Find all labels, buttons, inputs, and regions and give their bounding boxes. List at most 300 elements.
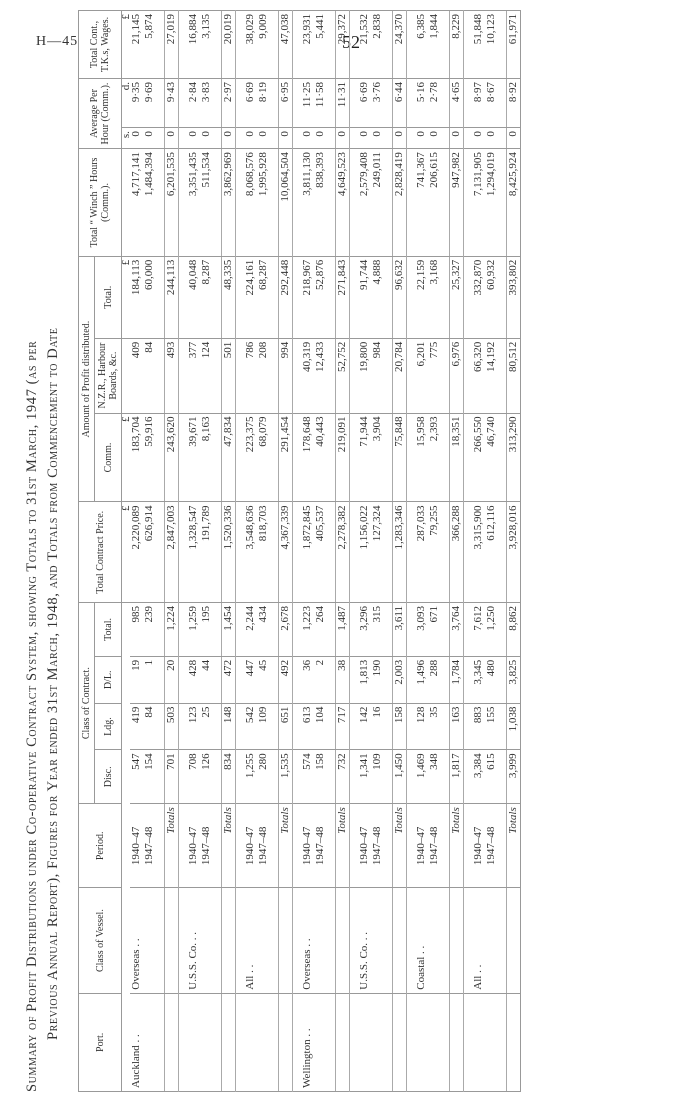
comm-cell: 2,393 bbox=[428, 413, 441, 502]
s-cell: 0 bbox=[428, 128, 441, 149]
price-cell: 79,255 bbox=[428, 502, 441, 603]
totals-row bbox=[393, 11, 407, 1092]
dl-cell: 190 bbox=[371, 656, 384, 703]
table-row bbox=[415, 11, 428, 1092]
s-cell: 0 bbox=[358, 128, 371, 149]
spacer-cell bbox=[293, 993, 302, 1091]
header-row-1 bbox=[79, 11, 95, 1092]
spacer-cell bbox=[293, 750, 302, 804]
ptotal-cell: 184,113 bbox=[130, 256, 143, 338]
total-total-cell: 1,487 bbox=[336, 603, 350, 657]
unit-pound-comm: £ bbox=[122, 413, 131, 502]
page-number: 52 bbox=[342, 32, 360, 52]
spacer-cell bbox=[350, 804, 359, 888]
spacer-cell bbox=[384, 256, 393, 338]
spacer-row bbox=[384, 11, 393, 1092]
s-cell: 0 bbox=[301, 128, 314, 149]
spacer-row bbox=[498, 11, 507, 1092]
d-cell: 6·69 bbox=[358, 78, 371, 127]
dl-cell: 36 bbox=[301, 656, 314, 703]
winch-cell: 741,367 bbox=[415, 149, 428, 257]
port-cell bbox=[415, 993, 428, 1091]
spacer-cell bbox=[441, 656, 450, 703]
cost-cell: 1,844 bbox=[428, 11, 441, 79]
d-total-cell: 6·95 bbox=[279, 78, 293, 127]
spacer-cell bbox=[464, 128, 473, 149]
spacer-cell bbox=[464, 256, 473, 338]
comm-total-cell: 219,091 bbox=[336, 413, 350, 502]
spacer-cell bbox=[441, 502, 450, 603]
spacer-cell bbox=[350, 656, 359, 703]
col-profit-distributed: Amount of Profit distributed. bbox=[79, 256, 95, 502]
period-cell: 1940–47 bbox=[301, 804, 314, 888]
spacer-cell bbox=[213, 502, 222, 603]
port-cell: Wellington . . bbox=[301, 993, 314, 1091]
comm-total-cell: 243,620 bbox=[165, 413, 179, 502]
nzr-cell: 6,201 bbox=[415, 338, 428, 413]
dl-cell: 2 bbox=[314, 656, 327, 703]
disc-total-cell: 701 bbox=[165, 750, 179, 804]
spacer-cell bbox=[293, 656, 302, 703]
total-cell: 3,296 bbox=[358, 603, 371, 657]
spacer-cell bbox=[498, 603, 507, 657]
ptotal-cell: 332,870 bbox=[472, 256, 485, 338]
period-cell: 1947–48 bbox=[314, 804, 327, 888]
total-cell: 239 bbox=[143, 603, 156, 657]
total-cell: 195 bbox=[200, 603, 213, 657]
table-row bbox=[428, 11, 441, 1092]
d-cell: 11·58 bbox=[314, 78, 327, 127]
comm-cell: 15,958 bbox=[415, 413, 428, 502]
dl-total-cell: 20 bbox=[165, 656, 179, 703]
comm-total-cell: 75,848 bbox=[393, 413, 407, 502]
table-row bbox=[143, 11, 156, 1092]
spacer-cell bbox=[236, 256, 245, 338]
disc-cell: 708 bbox=[187, 750, 200, 804]
comm-total-cell: 291,454 bbox=[279, 413, 293, 502]
ldg-cell: 155 bbox=[485, 703, 498, 750]
nzr-total-cell: 994 bbox=[279, 338, 293, 413]
winch-cell: 511,534 bbox=[200, 149, 213, 257]
nzr-total-cell: 6,976 bbox=[450, 338, 464, 413]
spacer-row bbox=[213, 11, 222, 1092]
table-body bbox=[122, 11, 521, 1092]
spacer-cell bbox=[384, 128, 393, 149]
spacer-cell bbox=[441, 149, 450, 257]
totals-label: Totals bbox=[279, 804, 293, 888]
s-total-cell: 0 bbox=[279, 128, 293, 149]
port-cell bbox=[257, 993, 270, 1091]
spacer-cell bbox=[236, 149, 245, 257]
spacer-cell bbox=[327, 656, 336, 703]
spacer-cell bbox=[327, 888, 336, 993]
spacer-cell bbox=[384, 338, 393, 413]
vessel-cell: Overseas . . bbox=[301, 888, 314, 993]
spacer-cell bbox=[407, 256, 416, 338]
cost-cell: 2,838 bbox=[371, 11, 384, 79]
s-cell: 0 bbox=[485, 128, 498, 149]
spacer-cell bbox=[327, 338, 336, 413]
disc-total-cell: 3,999 bbox=[507, 750, 521, 804]
port-cell bbox=[336, 993, 350, 1091]
disc-cell: 1,255 bbox=[244, 750, 257, 804]
heading-line-2: Previous Annual Report), Figures for Year ended 31st March, 1948, and Totals from Commencement to Date bbox=[45, 327, 61, 1040]
price-cell: 191,789 bbox=[200, 502, 213, 603]
s-cell: 0 bbox=[415, 128, 428, 149]
comm-total-cell: 313,290 bbox=[507, 413, 521, 502]
spacer-cell bbox=[407, 603, 416, 657]
nzr-cell: 775 bbox=[428, 338, 441, 413]
spacer-cell bbox=[407, 993, 416, 1091]
spacer-cell bbox=[270, 11, 279, 79]
spacer-cell bbox=[270, 338, 279, 413]
port-cell bbox=[314, 993, 327, 1091]
s-total-cell: 0 bbox=[222, 128, 236, 149]
disc-cell: 547 bbox=[130, 750, 143, 804]
spacer-cell bbox=[213, 888, 222, 993]
col-total-cost: Total Cont., T.K.s, Wages. bbox=[79, 11, 122, 79]
spacer-cell bbox=[156, 804, 165, 888]
ldg-cell: 128 bbox=[415, 703, 428, 750]
spacer-cell bbox=[213, 256, 222, 338]
vessel-cell bbox=[336, 888, 350, 993]
nzr-cell: 409 bbox=[130, 338, 143, 413]
spacer-row bbox=[156, 11, 165, 1092]
spacer-cell bbox=[384, 993, 393, 1091]
spacer-cell bbox=[327, 256, 336, 338]
table-row bbox=[371, 11, 384, 1092]
spacer-cell bbox=[156, 149, 165, 257]
winch-cell: 7,131,905 bbox=[472, 149, 485, 257]
spacer-cell bbox=[407, 78, 416, 127]
ptotal-cell: 4,888 bbox=[371, 256, 384, 338]
disc-cell: 109 bbox=[371, 750, 384, 804]
cost-total-cell: 20,019 bbox=[222, 11, 236, 79]
vessel-cell bbox=[371, 888, 384, 993]
ptotal-total-cell: 244,113 bbox=[165, 256, 179, 338]
ldg-cell: 142 bbox=[358, 703, 371, 750]
disc-cell: 126 bbox=[200, 750, 213, 804]
total-total-cell: 3,764 bbox=[450, 603, 464, 657]
spacer-cell bbox=[350, 502, 359, 603]
period-cell: 1947–48 bbox=[200, 804, 213, 888]
spacer-cell bbox=[236, 603, 245, 657]
spacer-cell bbox=[156, 502, 165, 603]
spacer-cell bbox=[350, 603, 359, 657]
port-cell bbox=[187, 993, 200, 1091]
spacer-cell bbox=[407, 804, 416, 888]
ldg-cell: 109 bbox=[257, 703, 270, 750]
spacer-cell bbox=[327, 11, 336, 79]
vessel-cell bbox=[200, 888, 213, 993]
period-cell: 1947–48 bbox=[143, 804, 156, 888]
totals-label: Totals bbox=[165, 804, 179, 888]
spacer-cell bbox=[270, 128, 279, 149]
price-cell: 1,872,845 bbox=[301, 502, 314, 603]
winch-cell: 249,011 bbox=[371, 149, 384, 257]
comm-cell: 46,740 bbox=[485, 413, 498, 502]
disc-cell: 3,384 bbox=[472, 750, 485, 804]
cost-cell: 51,848 bbox=[472, 11, 485, 79]
spacer-cell bbox=[498, 413, 507, 502]
vessel-cell bbox=[507, 888, 521, 993]
port-cell bbox=[507, 993, 521, 1091]
spacer-cell bbox=[350, 256, 359, 338]
ldg-cell: 25 bbox=[200, 703, 213, 750]
comm-cell: 68,079 bbox=[257, 413, 270, 502]
total-cell: 671 bbox=[428, 603, 441, 657]
nzr-cell: 14,192 bbox=[485, 338, 498, 413]
vessel-cell: U.S.S. Co. . . bbox=[187, 888, 200, 993]
cost-cell: 21,145 bbox=[130, 11, 143, 79]
spacer-cell bbox=[236, 338, 245, 413]
spacer-cell bbox=[464, 338, 473, 413]
spacer-cell bbox=[236, 750, 245, 804]
spacer-cell bbox=[179, 11, 188, 79]
spacer-cell bbox=[327, 703, 336, 750]
ptotal-total-cell: 25,327 bbox=[450, 256, 464, 338]
spacer-cell bbox=[407, 888, 416, 993]
total-cell: 264 bbox=[314, 603, 327, 657]
winch-cell: 4,717,141 bbox=[130, 149, 143, 257]
spacer-cell bbox=[350, 888, 359, 993]
ptotal-cell: 91,744 bbox=[358, 256, 371, 338]
d-cell: 8·67 bbox=[485, 78, 498, 127]
price-cell: 3,548,636 bbox=[244, 502, 257, 603]
port-cell bbox=[358, 993, 371, 1091]
totals-row bbox=[222, 11, 236, 1092]
spacer-cell bbox=[464, 413, 473, 502]
spacer-row bbox=[407, 11, 416, 1092]
spacer-cell bbox=[350, 11, 359, 79]
comm-cell: 223,375 bbox=[244, 413, 257, 502]
cost-cell: 16,884 bbox=[187, 11, 200, 79]
total-cell: 434 bbox=[257, 603, 270, 657]
total-cell: 3,093 bbox=[415, 603, 428, 657]
spacer-row bbox=[179, 11, 188, 1092]
spacer-cell bbox=[236, 993, 245, 1091]
dl-total-cell: 1,784 bbox=[450, 656, 464, 703]
vessel-cell: U.S.S. Co. . . bbox=[358, 888, 371, 993]
spacer-cell bbox=[441, 804, 450, 888]
profit-distribution-table bbox=[78, 10, 521, 1092]
spacer-cell bbox=[270, 256, 279, 338]
totals-label: Totals bbox=[393, 804, 407, 888]
total-total-cell: 1,454 bbox=[222, 603, 236, 657]
period-cell: 1940–47 bbox=[244, 804, 257, 888]
d-cell: 3·76 bbox=[371, 78, 384, 127]
spacer-cell bbox=[156, 603, 165, 657]
port-cell bbox=[200, 993, 213, 1091]
dl-cell: 1 bbox=[143, 656, 156, 703]
spacer-cell bbox=[441, 413, 450, 502]
spacer-cell bbox=[179, 256, 188, 338]
price-total-cell: 2,847,003 bbox=[165, 502, 179, 603]
col-disc: Disc. bbox=[95, 750, 122, 804]
spacer-row bbox=[350, 11, 359, 1092]
nzr-total-cell: 501 bbox=[222, 338, 236, 413]
dl-total-cell: 2,003 bbox=[393, 656, 407, 703]
winch-cell: 206,615 bbox=[428, 149, 441, 257]
port-cell bbox=[393, 993, 407, 1091]
ldg-cell: 104 bbox=[314, 703, 327, 750]
spacer-row bbox=[270, 11, 279, 1092]
table-row bbox=[130, 11, 143, 1092]
spacer-cell bbox=[441, 128, 450, 149]
spacer-cell bbox=[327, 149, 336, 257]
table-row bbox=[485, 11, 498, 1092]
totals-label: Totals bbox=[450, 804, 464, 888]
spacer-cell bbox=[293, 149, 302, 257]
comm-cell: 39,671 bbox=[187, 413, 200, 502]
port-cell bbox=[450, 993, 464, 1091]
spacer-cell bbox=[270, 603, 279, 657]
d-cell: 8·19 bbox=[257, 78, 270, 127]
table-row bbox=[472, 11, 485, 1092]
col-class-of-contract: Class of Contract. bbox=[79, 603, 95, 804]
dl-cell: 3,345 bbox=[472, 656, 485, 703]
totals-row bbox=[450, 11, 464, 1092]
spacer-cell bbox=[179, 993, 188, 1091]
units-row bbox=[122, 11, 131, 1092]
total-total-cell: 3,611 bbox=[393, 603, 407, 657]
dl-cell: 447 bbox=[244, 656, 257, 703]
winch-cell: 3,351,435 bbox=[187, 149, 200, 257]
spacer-cell bbox=[384, 11, 393, 79]
cost-cell: 5,874 bbox=[143, 11, 156, 79]
nzr-cell: 19,800 bbox=[358, 338, 371, 413]
spacer-cell bbox=[498, 11, 507, 79]
col-comm: Comm. bbox=[95, 413, 122, 502]
spacer-cell bbox=[464, 703, 473, 750]
s-total-cell: 0 bbox=[336, 128, 350, 149]
spacer-cell bbox=[293, 603, 302, 657]
comm-cell: 71,944 bbox=[358, 413, 371, 502]
spacer-cell bbox=[498, 656, 507, 703]
vessel-cell bbox=[143, 888, 156, 993]
ptotal-cell: 22,159 bbox=[415, 256, 428, 338]
price-cell: 818,703 bbox=[257, 502, 270, 603]
comm-cell: 178,648 bbox=[301, 413, 314, 502]
s-cell: 0 bbox=[371, 128, 384, 149]
nzr-cell: 124 bbox=[200, 338, 213, 413]
ldg-total-cell: 651 bbox=[279, 703, 293, 750]
spacer-cell bbox=[350, 993, 359, 1091]
period-cell: 1940–47 bbox=[187, 804, 200, 888]
ptotal-cell: 60,000 bbox=[143, 256, 156, 338]
price-cell: 1,156,022 bbox=[358, 502, 371, 603]
spacer-cell bbox=[407, 413, 416, 502]
spacer-cell bbox=[464, 502, 473, 603]
spacer-cell bbox=[407, 750, 416, 804]
total-cell: 1,223 bbox=[301, 603, 314, 657]
comm-cell: 183,704 bbox=[130, 413, 143, 502]
dl-total-cell: 38 bbox=[336, 656, 350, 703]
spacer-cell bbox=[350, 413, 359, 502]
period-cell: 1947–48 bbox=[485, 804, 498, 888]
ldg-cell: 16 bbox=[371, 703, 384, 750]
spacer-row bbox=[327, 11, 336, 1092]
d-total-cell: 8·92 bbox=[507, 78, 521, 127]
spacer-cell bbox=[498, 149, 507, 257]
cost-cell: 23,931 bbox=[301, 11, 314, 79]
disc-cell: 1,469 bbox=[415, 750, 428, 804]
spacer-cell bbox=[384, 502, 393, 603]
spacer-cell bbox=[464, 888, 473, 993]
ldg-total-cell: 163 bbox=[450, 703, 464, 750]
d-total-cell: 4·65 bbox=[450, 78, 464, 127]
spacer-cell bbox=[407, 128, 416, 149]
winch-cell: 1,484,394 bbox=[143, 149, 156, 257]
vessel-cell bbox=[450, 888, 464, 993]
spacer-cell bbox=[293, 888, 302, 993]
disc-total-cell: 1,535 bbox=[279, 750, 293, 804]
spacer-cell bbox=[179, 338, 188, 413]
spacer-cell bbox=[179, 804, 188, 888]
cost-total-cell: 47,038 bbox=[279, 11, 293, 79]
period-cell: 1940–47 bbox=[415, 804, 428, 888]
spacer-cell bbox=[156, 78, 165, 127]
ptotal-cell: 218,967 bbox=[301, 256, 314, 338]
d-cell: 9·35 bbox=[130, 78, 143, 127]
cost-total-cell: 24,370 bbox=[393, 11, 407, 79]
spacer-cell bbox=[327, 413, 336, 502]
unit-pound-profit: £ bbox=[122, 256, 131, 338]
s-total-cell: 0 bbox=[393, 128, 407, 149]
disc-cell: 1,341 bbox=[358, 750, 371, 804]
totals-label: Totals bbox=[336, 804, 350, 888]
d-cell: 2·84 bbox=[187, 78, 200, 127]
spacer-cell bbox=[327, 78, 336, 127]
dl-cell: 1,496 bbox=[415, 656, 428, 703]
spacer-cell bbox=[498, 128, 507, 149]
table-row bbox=[187, 11, 200, 1092]
nzr-cell: 984 bbox=[371, 338, 384, 413]
spacer-cell bbox=[213, 703, 222, 750]
spacer-cell bbox=[327, 502, 336, 603]
ptotal-cell: 3,168 bbox=[428, 256, 441, 338]
spacer-cell bbox=[236, 128, 245, 149]
spacer-cell bbox=[498, 338, 507, 413]
spacer-cell bbox=[350, 128, 359, 149]
period-cell: 1947–48 bbox=[371, 804, 384, 888]
spacer-cell bbox=[464, 656, 473, 703]
spacer-cell bbox=[236, 413, 245, 502]
ldg-cell: 123 bbox=[187, 703, 200, 750]
disc-cell: 574 bbox=[301, 750, 314, 804]
total-cell: 2,244 bbox=[244, 603, 257, 657]
spacer-cell bbox=[293, 413, 302, 502]
cost-total-cell: 29,372 bbox=[336, 11, 350, 79]
spacer-cell bbox=[179, 703, 188, 750]
ldg-total-cell: 503 bbox=[165, 703, 179, 750]
spacer-cell bbox=[270, 888, 279, 993]
disc-cell: 158 bbox=[314, 750, 327, 804]
s-cell: 0 bbox=[130, 128, 143, 149]
heading-line-1: Summary of Profit Distributions under Co-operative Contract System, showing Totals to 31st March, 1947 (as per bbox=[24, 340, 40, 1092]
totals-label: Totals bbox=[222, 804, 236, 888]
table-row bbox=[244, 11, 257, 1092]
spacer-cell bbox=[350, 78, 359, 127]
ldg-cell: 883 bbox=[472, 703, 485, 750]
spacer-cell bbox=[270, 656, 279, 703]
vessel-cell: Overseas . . bbox=[130, 888, 143, 993]
comm-cell: 59,916 bbox=[143, 413, 156, 502]
vessel-cell bbox=[485, 888, 498, 993]
total-total-cell: 1,224 bbox=[165, 603, 179, 657]
spacer-cell bbox=[384, 78, 393, 127]
spacer-cell bbox=[213, 993, 222, 1091]
